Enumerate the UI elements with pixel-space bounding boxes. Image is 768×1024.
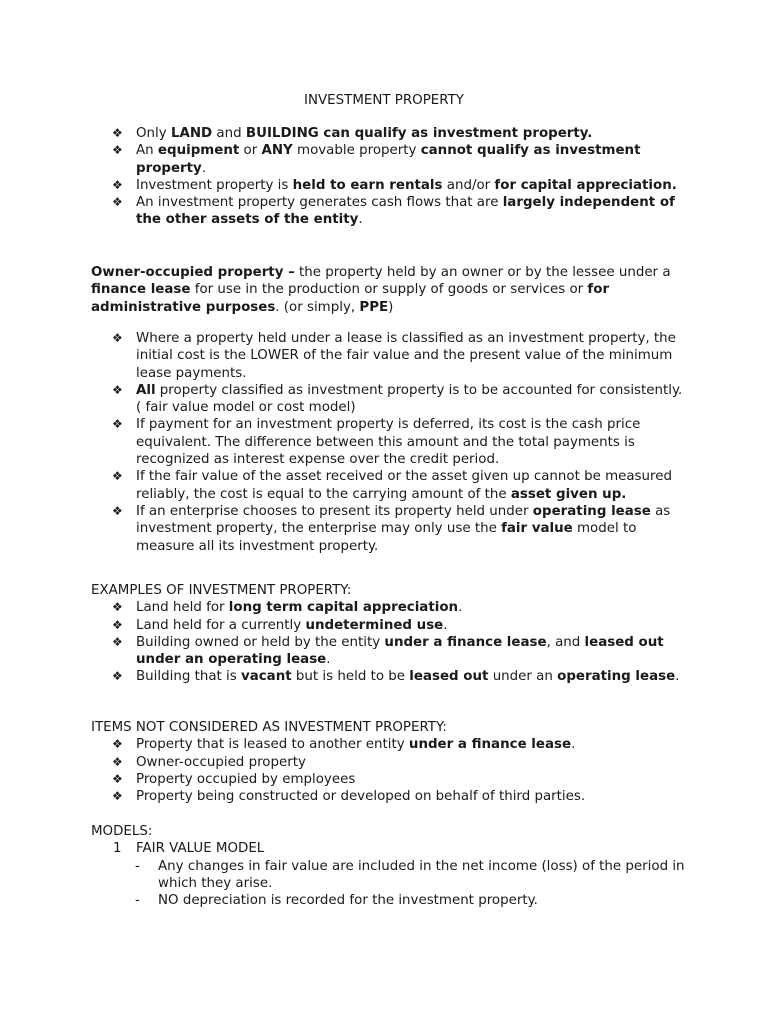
diamond-bullet-icon: ❖ — [112, 600, 123, 615]
text-run: movable property — [292, 143, 421, 159]
intro-bullet — [91, 125, 691, 142]
not-investment-bullet — [91, 788, 691, 805]
text-run: If an enterprise chooses to present its property held under — [136, 503, 533, 519]
diamond-bullet-icon: ❖ — [112, 737, 123, 752]
text-run: Building owned or held by the entity — [136, 634, 385, 650]
dash-marker: - — [135, 858, 140, 874]
bold-text: largely independent of the other assets of the entity — [136, 195, 675, 228]
lease-rule-bullet — [91, 382, 691, 417]
text-run: If the fair value of the asset received or the asset given up cannot be measured reliably, the cost is equal to the carrying amount of the — [136, 469, 672, 502]
intro-bullet — [91, 177, 691, 194]
diamond-bullet-icon: ❖ — [112, 754, 123, 769]
text-run: . — [326, 652, 331, 668]
bold-text: long term capital appreciation — [228, 600, 459, 616]
diamond-bullet-icon: ❖ — [112, 417, 123, 432]
text-run: Property that is leased to another entity — [136, 737, 409, 753]
diamond-bullet-icon: ❖ — [112, 771, 123, 786]
models-heading: MODELS: — [91, 824, 153, 839]
bold-text: BUILDING can qualify as investment property. — [245, 126, 593, 141]
bold-text: held to earn rentals — [292, 177, 443, 193]
diamond-bullet-icon: ❖ — [112, 469, 123, 484]
text-run: Land held for a currently — [136, 617, 306, 633]
text-run: and — [212, 126, 246, 141]
bold-text: Owner-occupied property – — [91, 265, 295, 280]
text-run: Land held for — [136, 600, 229, 616]
text-run: Where a property held under a lease is classified as an investment property, the initial cost is the LOWER of the fair value and the present value of the minimum lease payments. — [136, 331, 676, 381]
bold-text: cannot qualify as investment property — [136, 143, 641, 176]
text-run: or — [239, 143, 262, 159]
bold-text: asset given up. — [510, 486, 627, 502]
diamond-bullet-icon: ❖ — [112, 382, 123, 397]
lease-rules-list — [91, 330, 691, 555]
text-run: but is held to be — [291, 669, 410, 685]
example-bullet — [91, 599, 691, 616]
bold-text: ANY — [261, 143, 293, 159]
text-run: Property occupied by employees — [136, 771, 356, 787]
page-title: INVESTMENT PROPERTY — [304, 93, 464, 108]
bold-text: fair value — [501, 521, 573, 537]
example-bullet — [91, 668, 691, 685]
text-run: Investment property is — [136, 177, 293, 193]
not-investment-heading: ITEMS NOT CONSIDERED AS INVESTMENT PROPERTY: — [91, 720, 447, 735]
diamond-bullet-icon: ❖ — [112, 789, 123, 804]
bold-text: for capital appreciation. — [494, 177, 677, 193]
text-run: ) — [388, 299, 394, 315]
owner-occupied-definition — [91, 264, 691, 316]
text-run: model to measure all its investment property. — [136, 521, 637, 554]
bold-text: for administrative purposes — [91, 282, 610, 315]
text-run: . (or simply, — [275, 299, 360, 315]
diamond-bullet-icon: ❖ — [112, 195, 123, 210]
model-1 — [91, 840, 691, 857]
intro-bullet-list — [91, 125, 691, 229]
text-run: property classified as investment property is to be accounted for consistently. ( fair value model or cost model) — [136, 382, 683, 416]
example-bullet — [91, 634, 691, 669]
examples-section — [91, 582, 691, 686]
text-run: for use in the production or supply of goods or services or — [190, 282, 588, 298]
text-run: . — [201, 160, 207, 176]
bold-text: undetermined use — [305, 617, 444, 633]
diamond-bullet-icon: ❖ — [112, 126, 123, 140]
lease-rule-bullet — [91, 503, 691, 555]
bold-text: equipment — [157, 143, 240, 159]
text-run: . — [675, 669, 680, 685]
text-run: Property being constructed or developed on behalf of third parties. — [136, 789, 586, 805]
bold-text: All — [136, 382, 156, 398]
text-run: and/or — [442, 177, 495, 193]
model-1-points — [91, 858, 691, 910]
lease-rule-bullet — [91, 468, 691, 503]
text-run: . — [358, 212, 363, 228]
text-run: If payment for an investment property is deferred, its cost is the cash price equivalent. The difference between this amount and the total payments is recognized as interest expense over the credit period. — [136, 417, 641, 468]
diamond-bullet-icon: ❖ — [112, 634, 123, 649]
not-investment-bullet — [91, 771, 691, 788]
model-1-point-text: NO depreciation is recorded for the investment property. — [158, 893, 538, 909]
intro-bullet — [91, 194, 691, 229]
text-run: Owner-occupied property — [136, 754, 306, 770]
not-investment-bullet — [91, 754, 691, 771]
text-run: , and — [546, 634, 585, 650]
text-run: the property held by an owner or by the lessee under a — [294, 265, 671, 280]
text-run: An investment property generates cash flows that are — [136, 195, 503, 211]
text-run: Building that is — [136, 669, 241, 685]
dash-marker: - — [135, 893, 140, 909]
bold-text: under a finance lease — [408, 737, 572, 753]
diamond-bullet-icon: ❖ — [112, 143, 123, 158]
lease-rule-bullet — [91, 416, 691, 468]
lease-rule-bullet — [91, 330, 691, 382]
bold-text: operating lease — [557, 669, 676, 685]
model-1-point — [91, 858, 691, 893]
model-1-label: FAIR VALUE MODEL — [136, 841, 265, 857]
models-section — [91, 823, 691, 909]
diamond-bullet-icon: ❖ — [112, 331, 123, 345]
text-run: . — [443, 617, 448, 633]
model-1-point-text: Any changes in fair value are included in the net income (loss) of the period in which they arise. — [158, 858, 685, 891]
bold-text: leased out under an operating lease — [136, 634, 664, 668]
bold-text: vacant — [240, 669, 292, 685]
diamond-bullet-icon: ❖ — [112, 669, 123, 684]
bold-text: PPE — [359, 299, 389, 315]
model-1-number: 1 — [113, 841, 122, 857]
text-run: Only — [136, 126, 171, 141]
text-run: . — [571, 737, 576, 753]
bold-text: LAND — [170, 126, 213, 141]
text-run: as investment property, the enterprise may only use the — [136, 503, 671, 537]
diamond-bullet-icon: ❖ — [112, 177, 123, 192]
text-run: under an — [488, 669, 558, 685]
bold-text: operating lease — [532, 503, 651, 519]
model-1-point — [91, 892, 691, 909]
not-investment-bullet — [91, 736, 691, 753]
bold-text: leased out — [409, 669, 489, 685]
example-bullet — [91, 617, 691, 634]
not-investment-section — [91, 719, 691, 805]
bold-text: under a finance lease — [384, 634, 547, 650]
diamond-bullet-icon: ❖ — [112, 503, 123, 518]
text-run: An — [136, 143, 158, 159]
diamond-bullet-icon: ❖ — [112, 617, 123, 632]
bold-text: finance lease — [91, 282, 191, 298]
text-run: . — [458, 600, 463, 616]
intro-bullet — [91, 142, 691, 177]
examples-heading: EXAMPLES OF INVESTMENT PROPERTY: — [91, 583, 352, 598]
